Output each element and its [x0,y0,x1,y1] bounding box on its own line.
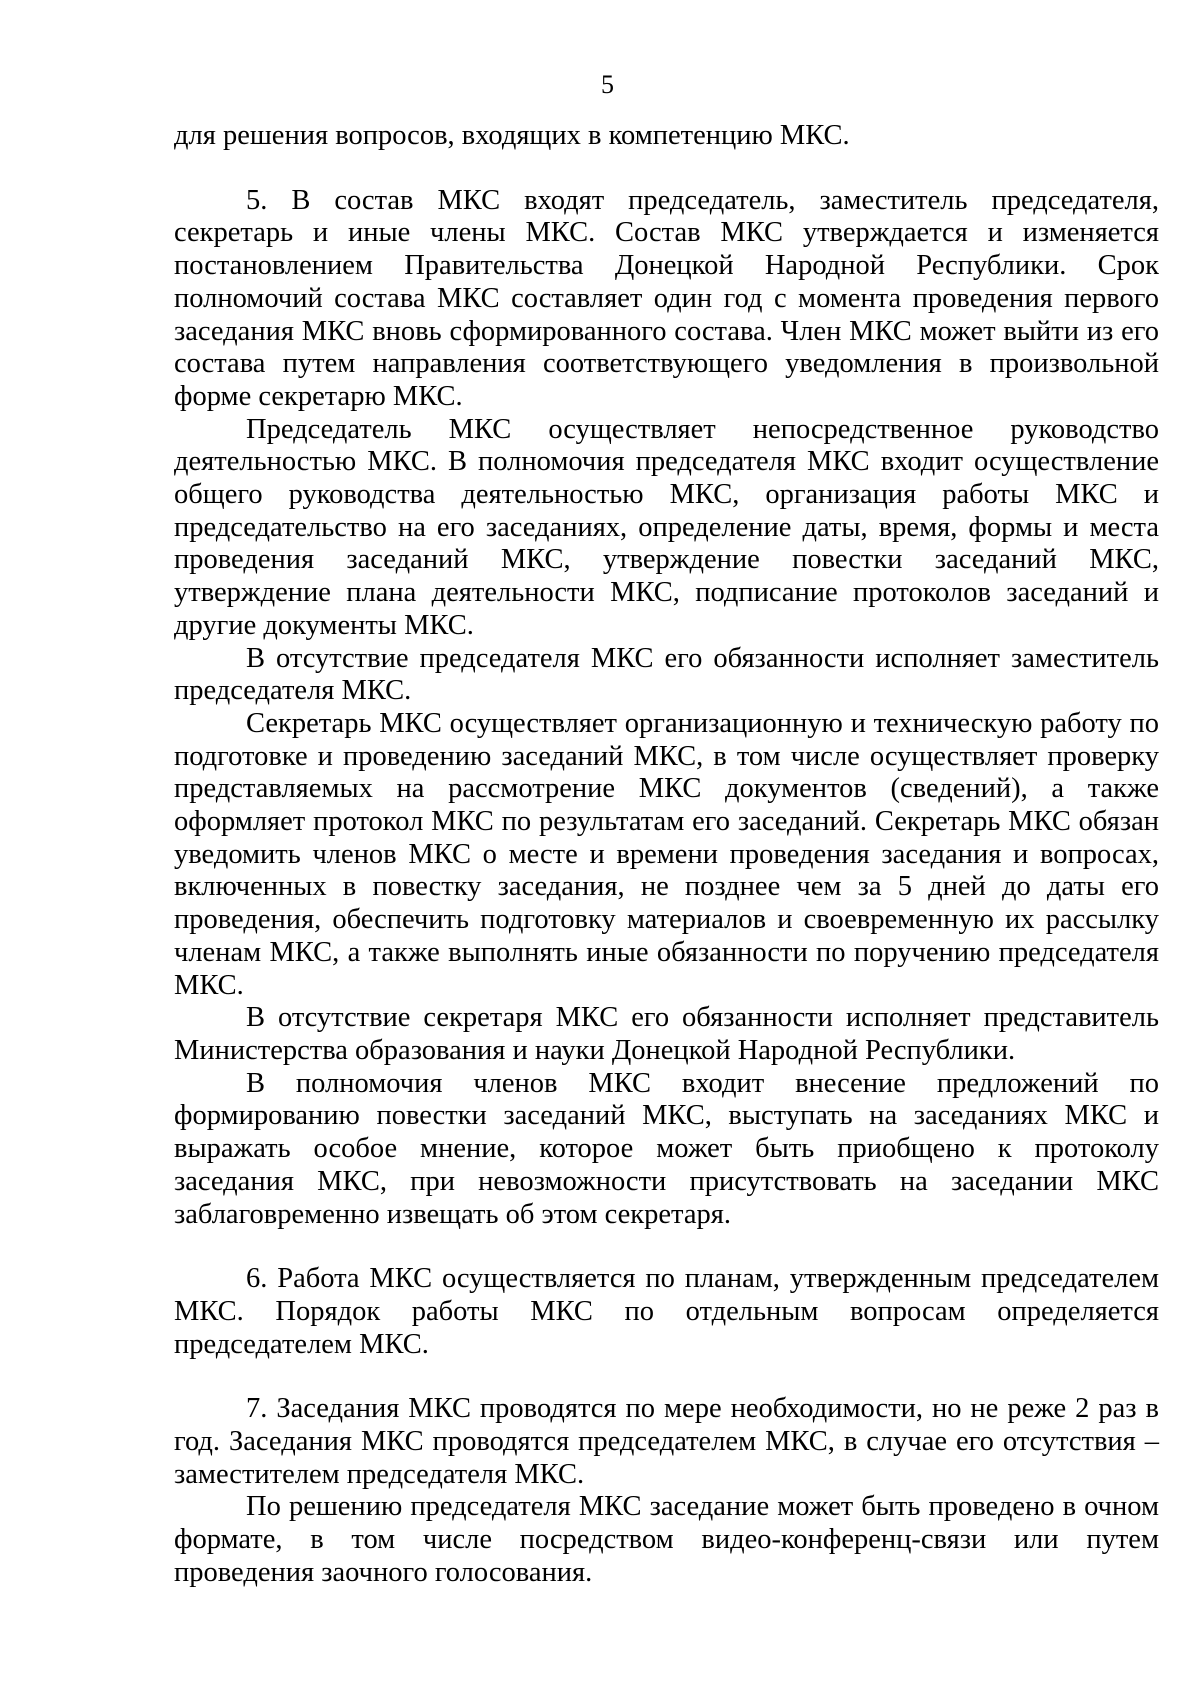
paragraph-clause-7: 7. Заседания МКС проводятся по мере необходимости, но не реже 2 раз в год. Заседания МКС проводятся председателем МКС, в случае его отсутствия – заместителем председателя МКС. [174,1393,1159,1490]
paragraph-clause-5: 5. В состав МКС входят председатель, заместитель председателя, секретарь и иные члены МКС. Состав МКС утверждается и изменяется постановлением Правительства Донецкой Народной Республики. Срок полномочий состава МКС составляет один год с момента проведения первого заседания МКС вновь сформированного состава. Член МКС может выйти из его состава путем направления соответствующего уведомления в произвольной форме секретарю МКС. [174,184,1159,412]
paragraph-secretary-duties: Секретарь МКС осуществляет организационную и техническую работу по подготовке и проведению заседаний МКС, в том числе осуществляет проверку представляемых на рассмотрение МКС документов (сведений), а также оформляет протокол МКС по результатам его заседаний. Секретарь МКС обязан уведомить членов МКС о месте и времени проведения заседания и вопросах, включенных в повестку заседания, не позднее чем за 5 дней до даты его проведения, обеспечить подготовку материалов и своевременную их рассылку членам МКС, а также выполнять иные обязанности по поручению председателя МКС. [174,707,1159,1001]
paragraph-clause-6: 6. Работа МКС осуществляется по планам, утвержденным председателем МКС. Порядок работы МКС по отдельным вопросам определяется председателем МКС. [174,1263,1159,1360]
paragraph-members-powers: В полномочия членов МКС входит внесение предложений по формированию повестки заседаний МКС, выступать на заседаниях МКС и выражать особое мнение, которое может быть приобщено к протоколу заседания МКС, при невозможности присутствовать на заседании МКС заблаговременно извещать об этом секретаря. [174,1067,1159,1230]
paragraph-meeting-format: По решению председателя МКС заседание может быть проведено в очном формате, в том числе посредством видео-конференц-связи или путем проведения заочного голосования. [174,1491,1159,1588]
document-body [174,120,1159,1590]
paragraph-secretary-absence: В отсутствие секретаря МКС его обязанности исполняет представитель Министерства образования и науки Донецкой Народной Республики. [174,1002,1159,1066]
paragraph-chairman-duties: Председатель МКС осуществляет непосредственное руководство деятельностью МКС. В полномочия председателя МКС входит осуществление общего руководства деятельностью МКС, организация работы МКС и председательство на его заседаниях, определение даты, время, формы и места проведения заседаний МКС, утверждение повестки заседаний МКС, утверждение плана деятельности МКС, подписание протоколов заседаний и другие документы МКС. [174,413,1159,641]
paragraph-continuation: для решения вопросов, входящих в компетенцию МКС. [174,120,850,151]
paragraph-chairman-absence: В отсутствие председателя МКС его обязанности исполняет заместитель председателя МКС. [174,642,1159,707]
page-number: 5 [601,70,614,99]
